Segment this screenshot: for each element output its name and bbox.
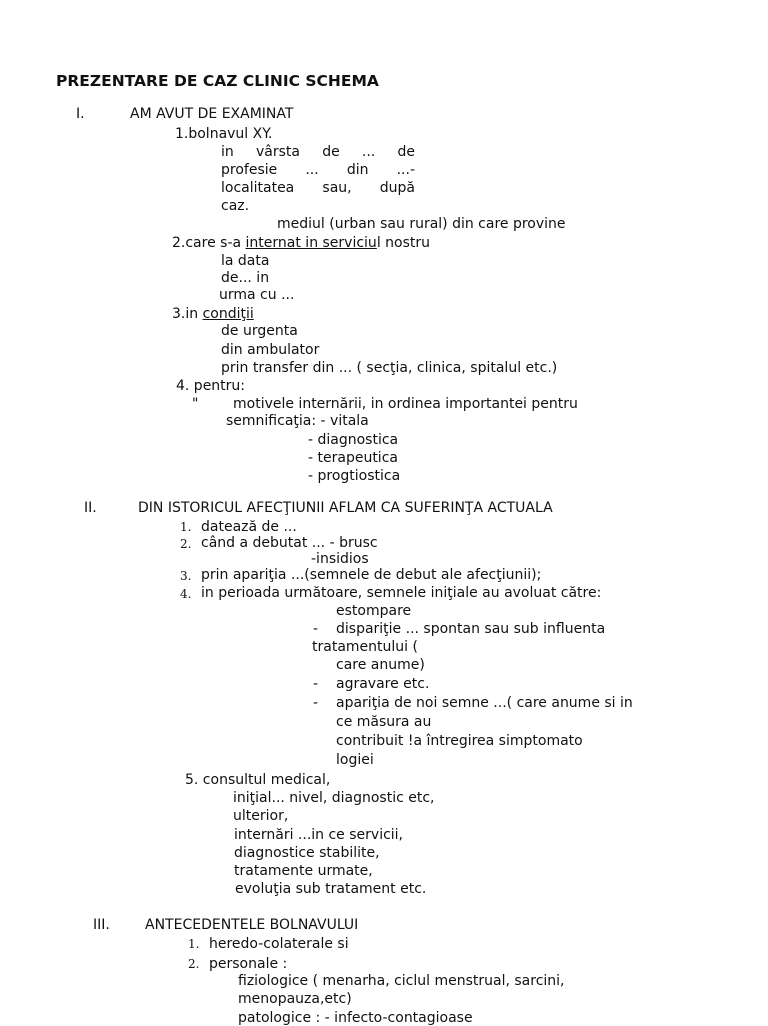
conditii-link[interactable]: condiţii <box>202 306 254 322</box>
section-2-item-4-line-2: dispariţie ... spontan sau sub influenta <box>336 621 606 637</box>
section-2-item-5-line-6: evoluţia sub tratament etc. <box>235 881 427 897</box>
section-1-item-1-line-5: mediul (urban sau rural) din care provine <box>277 216 566 232</box>
section-3-number: III. <box>93 917 110 933</box>
section-2-item-4: in perioada următoare, semnele iniţiale au avoluat către: <box>201 585 602 601</box>
word: de <box>397 144 415 160</box>
section-3-number-2: 2. <box>188 957 200 971</box>
word: localitatea <box>221 180 295 196</box>
word: de <box>322 144 340 160</box>
section-1-item-3-line-1: de urgenta <box>221 323 298 339</box>
word: ... <box>361 144 376 160</box>
section-2-item-4-line-6: apariţia de noi semne ...( care anume si in <box>336 695 633 711</box>
section-1-item-1-line-1 <box>221 145 415 159</box>
section-2-item-1: datează de ... <box>201 519 297 535</box>
section-2-number-2: 2. <box>180 537 192 551</box>
section-3-heading: ANTECEDENTELE BOLNAVULUI <box>145 917 359 933</box>
section-2-number-3: 3. <box>180 569 192 583</box>
word: sau, <box>322 180 352 196</box>
section-2-item-4-line-1: estompare <box>336 603 412 619</box>
section-1-item-4-line-3: - diagnostica <box>308 432 399 448</box>
section-1-item-1: 1.bolnavul XY. <box>175 126 273 142</box>
item-2-prefix: 2.care s-a <box>172 235 246 251</box>
word: ...- <box>396 162 415 178</box>
section-1-item-2-line-3: urma cu ... <box>219 287 295 303</box>
section-3-item-2-line-2: menopauza,etc) <box>238 991 352 1007</box>
section-1-item-2-line-2: de... in <box>221 270 270 286</box>
item-3-prefix: 3.in <box>172 306 203 322</box>
section-1-item-4-line-5: - progtiostica <box>308 468 401 484</box>
section-2-item-4-line-4: care anume) <box>336 657 425 673</box>
section-2-item-5-line-2: ulterior, <box>233 808 289 824</box>
section-2-item-2-line-1: -insidios <box>311 551 369 567</box>
section-2-item-4-line-5: agravare etc. <box>336 676 430 692</box>
dash-bullet: - <box>313 621 319 637</box>
section-1-item-4-line-2: semnificaţia: - vitala <box>226 413 369 429</box>
section-1-heading: AM AVUT DE EXAMINAT <box>130 106 294 122</box>
section-3-item-2-line-1: fiziologice ( menarha, ciclul menstrual, sarcini, <box>238 973 565 989</box>
section-2-heading: DIN ISTORICUL AFECŢIUNII AFLAM CA SUFERINŢA ACTUALA <box>138 500 553 516</box>
word: vârsta <box>255 144 300 160</box>
dash-bullet: - <box>313 695 319 711</box>
word: in <box>221 144 234 160</box>
section-2-item-4-line-9: logiei <box>336 752 374 768</box>
section-2-number: II. <box>84 500 97 516</box>
internat-link[interactable]: internat in serviciu <box>245 235 377 251</box>
section-2-number-1: 1. <box>180 520 192 534</box>
section-1-item-3 <box>172 307 254 321</box>
word: din <box>346 162 369 178</box>
item-2-suffix: l nostru <box>376 235 431 251</box>
section-3-item-2: personale : <box>209 956 288 972</box>
section-1-item-3-line-2: din ambulator <box>221 342 320 358</box>
section-3-item-2-line-3: patologice : - infecto-contagioase <box>238 1010 473 1026</box>
section-2-item-5-line-5: tratamente urmate, <box>234 863 373 879</box>
section-2-item-5-line-3: internări ...in ce servicii, <box>234 827 404 843</box>
section-1-item-1-line-3 <box>221 181 415 195</box>
section-2-item-4-line-7: ce măsura au <box>336 714 432 730</box>
section-1-item-2 <box>172 236 430 250</box>
section-2-item-4-line-3: tratamentului ( <box>312 639 418 655</box>
section-2-item-4-line-8: contribuit !a întregirea simptomato <box>336 733 583 749</box>
section-1-item-1-line-4: caz. <box>221 198 250 214</box>
section-1-item-4-line-1: motivele internării, in ordinea importantei pentru <box>233 396 578 412</box>
section-2-item-5-line-4: diagnostice stabilite, <box>234 845 380 861</box>
section-2-item-2: când a debutat ... - brusc <box>201 535 378 551</box>
section-3-number-1: 1. <box>188 937 200 951</box>
word: profesie <box>221 162 278 178</box>
section-1-item-4: 4. pentru: <box>176 378 246 394</box>
section-1-item-2-line-1: la data <box>221 253 270 269</box>
word: ... <box>305 162 319 178</box>
section-3-item-1: heredo-colaterale si <box>209 936 349 952</box>
quote-mark: " <box>192 396 199 412</box>
section-1-item-3-line-3: prin transfer din ... ( secţia, clinica, spitalul etc.) <box>221 360 558 376</box>
section-1-number: I. <box>76 106 85 122</box>
section-2-item-5: 5. consultul medical, <box>185 772 331 788</box>
section-1-item-4-line-4: - terapeutica <box>308 450 398 466</box>
page-title: PREZENTARE DE CAZ CLINIC SCHEMA <box>56 72 379 90</box>
section-2-item-3: prin apariţia ...(semnele de debut ale afecţiunii); <box>201 567 542 583</box>
section-2-item-5-line-1: iniţial... nivel, diagnostic etc, <box>233 790 435 806</box>
section-1-item-1-line-2 <box>221 163 415 177</box>
word: după <box>379 180 415 196</box>
dash-bullet: - <box>313 676 319 692</box>
section-2-number-4: 4. <box>180 587 192 601</box>
